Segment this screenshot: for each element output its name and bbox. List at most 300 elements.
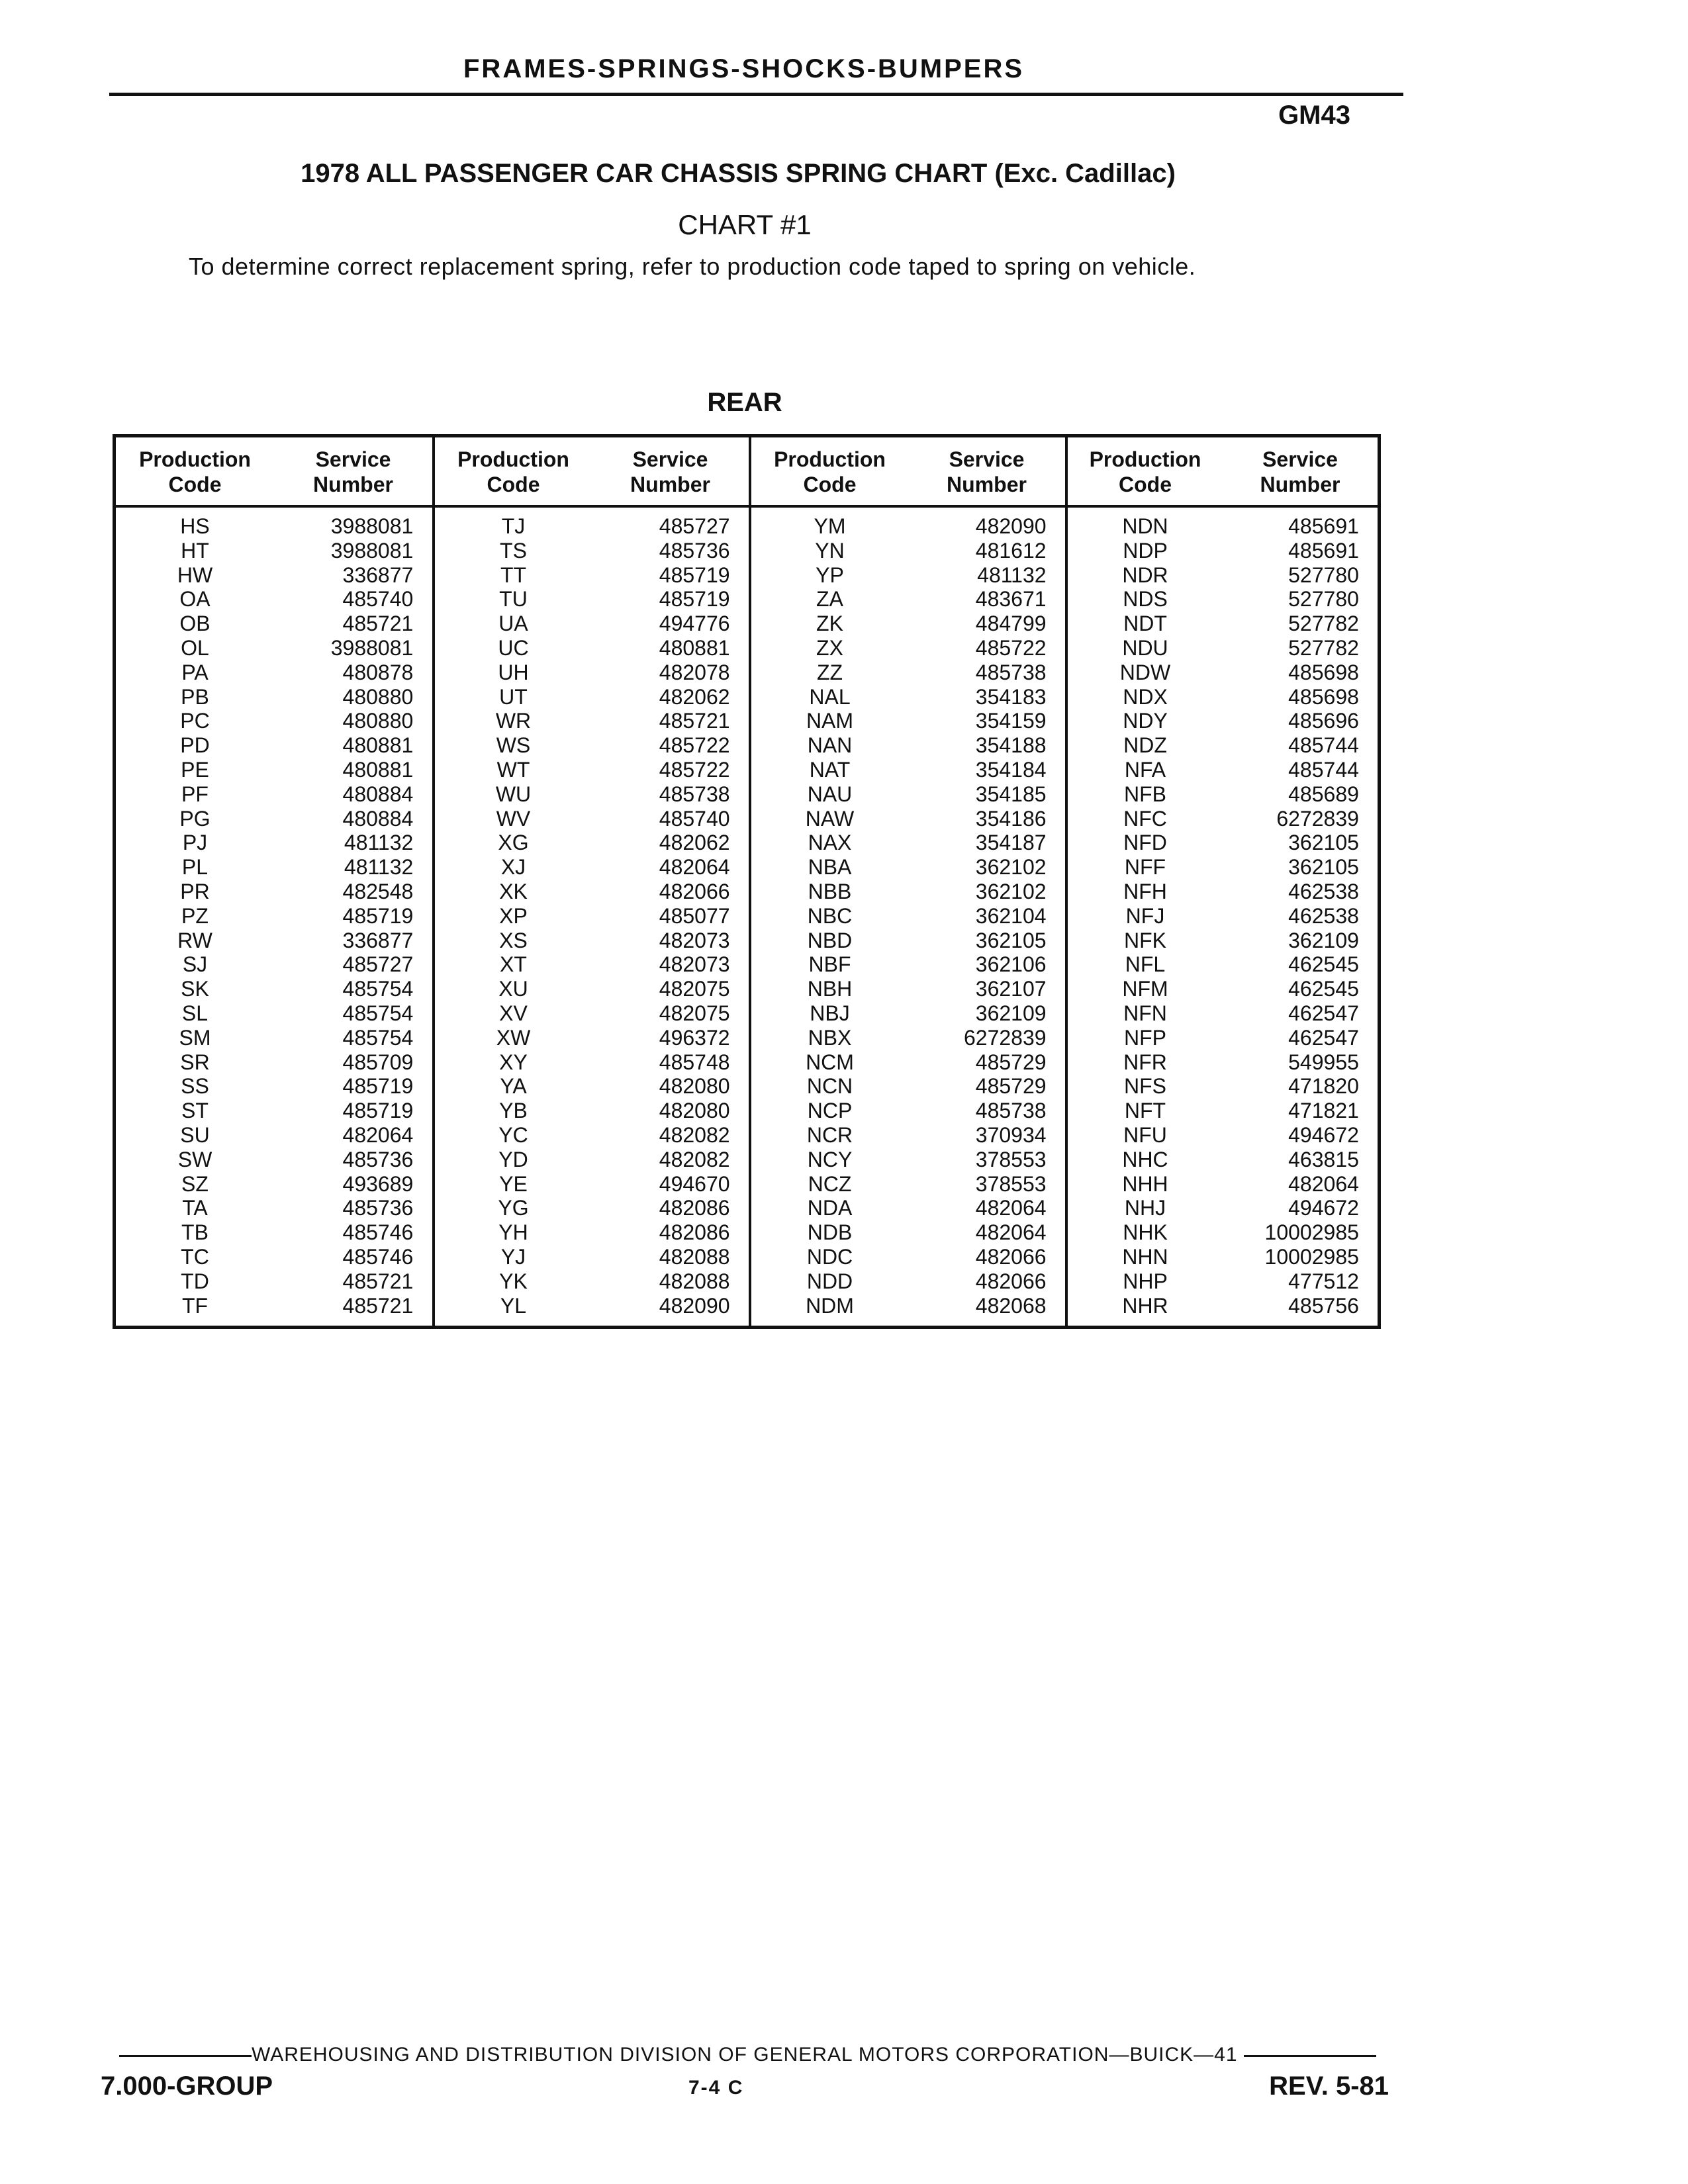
production-code-cell: NDD <box>806 1269 853 1293</box>
table-row <box>435 709 749 733</box>
table-row <box>435 1269 749 1294</box>
footer-page-ref: 7-4 C <box>688 2077 744 2099</box>
service-number-cell: 336877 <box>342 563 414 587</box>
footer-rule-left <box>119 2055 252 2057</box>
header-service-number: Service Number <box>1260 447 1340 496</box>
service-number-cell: 482075 <box>659 977 730 1001</box>
footer-rule-right <box>1244 2055 1376 2057</box>
table-row <box>1068 685 1378 709</box>
production-code-cell: XV <box>499 1001 528 1025</box>
table-row <box>1068 1026 1378 1050</box>
service-number-cell: 354188 <box>975 733 1047 758</box>
table-row <box>435 636 749 660</box>
production-code-cell: OL <box>181 635 209 660</box>
service-number-cell: 485729 <box>975 1050 1047 1074</box>
service-number-cell: 485754 <box>342 1001 414 1025</box>
table-row <box>751 733 1065 758</box>
production-code-cell: SU <box>180 1122 210 1147</box>
production-code-cell: NBA <box>808 855 852 880</box>
table-row <box>1068 807 1378 831</box>
table-row <box>1068 1220 1378 1245</box>
production-code-cell: NBJ <box>810 1001 850 1025</box>
table-row <box>116 831 432 855</box>
production-code-cell: PJ <box>182 831 208 855</box>
production-code-cell: NBC <box>807 903 853 928</box>
service-number-cell: 483671 <box>975 587 1047 612</box>
header-production-code: Production Code <box>1089 447 1201 496</box>
table-row <box>116 636 432 660</box>
service-number-cell: 362109 <box>975 1001 1047 1025</box>
production-code-cell: YB <box>499 1099 528 1123</box>
service-number-cell: 485722 <box>975 635 1047 660</box>
table-row <box>116 563 432 588</box>
table-row <box>116 855 432 880</box>
production-code-cell: PF <box>181 782 209 806</box>
service-number-cell: 485698 <box>1288 660 1359 684</box>
table-row <box>435 563 749 588</box>
service-number-cell: 485727 <box>342 952 414 977</box>
table-row <box>751 904 1065 929</box>
table-row <box>751 612 1065 636</box>
table-rows <box>435 514 749 1318</box>
service-number-cell: 482548 <box>342 879 414 903</box>
service-number-cell: 462538 <box>1288 903 1359 928</box>
table-row <box>1068 952 1378 977</box>
production-code-cell: YG <box>498 1196 529 1220</box>
table-row <box>435 977 749 1001</box>
table-row <box>116 1099 432 1123</box>
header-rule <box>109 93 1403 96</box>
table-row <box>1068 1269 1378 1294</box>
service-number-cell: 485746 <box>342 1220 414 1245</box>
production-code-cell: WU <box>495 782 532 806</box>
column-group-header <box>1068 437 1378 508</box>
table-row <box>116 1148 432 1172</box>
production-code-cell: ZK <box>816 612 843 636</box>
table-row <box>751 831 1065 855</box>
production-code-cell: NDC <box>806 1244 853 1269</box>
service-number-cell: 485719 <box>659 563 730 587</box>
table-row <box>1068 733 1378 758</box>
table-row <box>1068 1148 1378 1172</box>
table-row <box>116 1074 432 1099</box>
table-row <box>751 563 1065 588</box>
service-number-cell: 485729 <box>975 1074 1047 1099</box>
production-code-cell: YN <box>815 538 845 563</box>
production-code-cell: YP <box>816 563 844 587</box>
production-code-cell: TD <box>181 1269 209 1293</box>
service-number-cell: 477512 <box>1288 1269 1359 1293</box>
table-row <box>751 855 1065 880</box>
production-code-cell: UT <box>499 684 528 709</box>
production-code-cell: NDM <box>806 1293 854 1318</box>
page-code: GM43 <box>1278 101 1350 130</box>
table-rows <box>1068 514 1378 1318</box>
production-code-cell: HW <box>177 563 213 587</box>
service-number-cell: 485721 <box>659 709 730 733</box>
service-number-cell: 362109 <box>1288 928 1359 952</box>
production-code-cell: YJ <box>500 1244 526 1269</box>
production-code-cell: NFM <box>1122 977 1168 1001</box>
service-number-cell: 485698 <box>1288 684 1359 709</box>
production-code-cell: PC <box>180 709 210 733</box>
service-number-cell: 482064 <box>1288 1171 1359 1196</box>
production-code-cell: TU <box>499 587 528 612</box>
production-code-cell: NHP <box>1123 1269 1168 1293</box>
production-code-cell: NHR <box>1122 1293 1168 1318</box>
table-row <box>116 660 432 685</box>
service-number-cell: 482066 <box>975 1244 1047 1269</box>
table-row <box>1068 539 1378 563</box>
production-code-cell: NFP <box>1124 1025 1166 1050</box>
table-row <box>1068 782 1378 807</box>
table-row <box>1068 660 1378 685</box>
service-number-cell: 485748 <box>659 1050 730 1074</box>
production-code-cell: NDP <box>1123 538 1168 563</box>
table-row <box>116 1245 432 1269</box>
table-row <box>116 709 432 733</box>
service-number-cell: 485744 <box>1288 757 1359 782</box>
table-row <box>1068 1172 1378 1197</box>
table-row <box>116 807 432 831</box>
service-number-cell: 485722 <box>659 757 730 782</box>
table-row <box>435 1050 749 1075</box>
table-row <box>435 1123 749 1148</box>
service-number-cell: 336877 <box>342 928 414 952</box>
service-number-cell: 485738 <box>975 660 1047 684</box>
service-number-cell: 482064 <box>659 855 730 880</box>
production-code-cell: NDU <box>1122 635 1168 660</box>
footer-division-text: WAREHOUSING AND DISTRIBUTION DIVISION OF GENERAL MOTORS CORPORATION—BUICK—41 <box>252 2044 1238 2066</box>
service-number-cell: 481132 <box>344 831 414 855</box>
service-number-cell: 496372 <box>659 1025 730 1050</box>
production-code-cell: NHK <box>1123 1220 1168 1245</box>
table-row <box>751 1050 1065 1075</box>
production-code-cell: ZZ <box>816 660 843 684</box>
production-code-cell: NHC <box>1122 1147 1168 1171</box>
table-row <box>751 1196 1065 1220</box>
service-number-cell: 485719 <box>342 1074 414 1099</box>
column-group-3 <box>749 437 1065 1326</box>
production-code-cell: NBD <box>807 928 853 952</box>
table-row <box>751 1001 1065 1026</box>
table-row <box>435 952 749 977</box>
production-code-cell: NBX <box>808 1025 852 1050</box>
table-row <box>751 1172 1065 1197</box>
production-code-cell: NBF <box>808 952 851 977</box>
production-code-cell: HT <box>181 538 209 563</box>
service-number-cell: 354159 <box>975 709 1047 733</box>
table-row <box>435 587 749 612</box>
service-number-cell: 480884 <box>342 806 414 831</box>
production-code-cell: NDY <box>1123 709 1168 733</box>
service-number-cell: 485722 <box>659 733 730 758</box>
service-number-cell: 362104 <box>975 903 1047 928</box>
production-code-cell: NCY <box>807 1147 853 1171</box>
service-number-cell: 549955 <box>1288 1050 1359 1074</box>
table-row <box>751 758 1065 782</box>
service-number-cell: 482086 <box>659 1196 730 1220</box>
column-group-4 <box>1065 437 1378 1326</box>
table-row <box>751 539 1065 563</box>
service-number-cell: 6272839 <box>1276 806 1359 831</box>
table-row <box>116 1026 432 1050</box>
production-code-cell: NAM <box>806 709 854 733</box>
table-row <box>116 977 432 1001</box>
table-row <box>751 952 1065 977</box>
production-code-cell: SZ <box>181 1171 209 1196</box>
table-row <box>751 709 1065 733</box>
table-row <box>1068 587 1378 612</box>
service-number-cell: 485754 <box>342 1025 414 1050</box>
production-code-cell: NAN <box>807 733 853 758</box>
production-code-cell: TF <box>181 1293 209 1318</box>
service-number-cell: 485756 <box>1288 1293 1359 1318</box>
service-number-cell: 480881 <box>342 733 414 758</box>
production-code-cell: NFS <box>1124 1074 1166 1099</box>
production-code-cell: YM <box>814 514 846 538</box>
table-row <box>751 807 1065 831</box>
table-row <box>751 514 1065 539</box>
service-number-cell: 482064 <box>975 1220 1047 1245</box>
production-code-cell: YC <box>498 1122 528 1147</box>
table-row <box>435 1220 749 1245</box>
column-group-header <box>116 437 432 508</box>
footer-division-line <box>119 2044 1376 2066</box>
table-row <box>1068 709 1378 733</box>
table-row <box>751 1269 1065 1294</box>
service-number-cell: 354186 <box>975 806 1047 831</box>
service-number-cell: 362102 <box>975 855 1047 880</box>
service-number-cell: 482064 <box>975 1196 1047 1220</box>
production-code-cell: NCR <box>806 1122 853 1147</box>
header-service-number: Service Number <box>313 447 393 496</box>
service-number-cell: 482088 <box>659 1269 730 1293</box>
production-code-cell: YL <box>500 1293 527 1318</box>
production-code-cell: NBH <box>807 977 853 1001</box>
table-row <box>435 929 749 953</box>
service-number-cell: 480880 <box>342 684 414 709</box>
service-number-cell: 482062 <box>659 684 730 709</box>
service-number-cell: 485738 <box>659 782 730 806</box>
service-number-cell: 485709 <box>342 1050 414 1074</box>
service-number-cell: 485754 <box>342 977 414 1001</box>
production-code-cell: TA <box>182 1196 208 1220</box>
production-code-cell: XW <box>496 1025 531 1050</box>
production-code-cell: NFC <box>1123 806 1167 831</box>
table-row <box>435 782 749 807</box>
production-code-cell: NCM <box>806 1050 854 1074</box>
production-code-cell: OA <box>179 587 211 612</box>
table-row <box>751 1245 1065 1269</box>
service-number-cell: 485721 <box>342 1293 414 1318</box>
production-code-cell: WR <box>495 709 532 733</box>
service-number-cell: 485721 <box>342 612 414 636</box>
table-row <box>435 1245 749 1269</box>
service-number-cell: 485736 <box>342 1147 414 1171</box>
service-number-cell: 485719 <box>342 1099 414 1123</box>
table-row <box>435 733 749 758</box>
table-row <box>1068 758 1378 782</box>
service-number-cell: 482075 <box>659 1001 730 1025</box>
production-code-cell: PZ <box>181 903 209 928</box>
service-number-cell: 527782 <box>1288 635 1359 660</box>
service-number-cell: 354184 <box>975 757 1047 782</box>
table-row <box>751 880 1065 904</box>
table-row <box>435 539 749 563</box>
service-number-cell: 485719 <box>659 587 730 612</box>
table-row <box>751 636 1065 660</box>
table-row <box>435 660 749 685</box>
production-code-cell: NFD <box>1123 831 1167 855</box>
production-code-cell: HS <box>180 514 210 538</box>
service-number-cell: 482078 <box>659 660 730 684</box>
production-code-cell: YK <box>499 1269 528 1293</box>
production-code-cell: YA <box>500 1074 527 1099</box>
service-number-cell: 378553 <box>975 1171 1047 1196</box>
header-production-code: Production Code <box>774 447 886 496</box>
service-number-cell: 462545 <box>1288 977 1359 1001</box>
service-number-cell: 527780 <box>1288 587 1359 612</box>
service-number-cell: 482073 <box>659 952 730 977</box>
production-code-cell: PB <box>181 684 209 709</box>
service-number-cell: 485740 <box>659 806 730 831</box>
service-number-cell: 527782 <box>1288 612 1359 636</box>
service-number-cell: 485746 <box>342 1244 414 1269</box>
production-code-cell: TS <box>500 538 527 563</box>
table-row <box>751 1294 1065 1318</box>
production-code-cell: NFA <box>1124 757 1166 782</box>
table-row <box>1068 855 1378 880</box>
service-number-cell: 482082 <box>659 1147 730 1171</box>
production-code-cell: ZX <box>816 635 843 660</box>
production-code-cell: ST <box>181 1099 209 1123</box>
table-row <box>1068 904 1378 929</box>
service-number-cell: 485077 <box>659 903 730 928</box>
service-number-cell: 485727 <box>659 514 730 538</box>
production-code-cell: PA <box>181 660 209 684</box>
production-code-cell: NDA <box>807 1196 853 1220</box>
service-number-cell: 378553 <box>975 1147 1047 1171</box>
service-number-cell: 482088 <box>659 1244 730 1269</box>
table-row <box>116 612 432 636</box>
production-code-cell: NHH <box>1122 1171 1168 1196</box>
production-code-cell: NFB <box>1124 782 1166 806</box>
production-code-cell: NFU <box>1123 1122 1167 1147</box>
table-row <box>1068 880 1378 904</box>
header-service-number: Service Number <box>630 447 710 496</box>
production-code-cell: SK <box>181 977 209 1001</box>
service-number-cell: 3988081 <box>330 514 414 538</box>
service-number-cell: 481132 <box>344 855 414 880</box>
production-code-cell: NDS <box>1123 587 1168 612</box>
service-number-cell: 527780 <box>1288 563 1359 587</box>
production-code-cell: TJ <box>501 514 526 538</box>
table-row <box>435 1026 749 1050</box>
table-row <box>751 782 1065 807</box>
table-row <box>116 1001 432 1026</box>
service-number-cell: 494776 <box>659 612 730 636</box>
table-row <box>751 1220 1065 1245</box>
service-number-cell: 485744 <box>1288 733 1359 758</box>
header-service-number: Service Number <box>947 447 1027 496</box>
table-row <box>1068 514 1378 539</box>
production-code-cell: XK <box>499 879 528 903</box>
production-code-cell: NDR <box>1122 563 1168 587</box>
production-code-cell: NDW <box>1119 660 1171 684</box>
table-row <box>1068 1001 1378 1026</box>
production-code-cell: XU <box>498 977 528 1001</box>
table-row <box>1068 929 1378 953</box>
service-number-cell: 10002985 <box>1264 1244 1359 1269</box>
production-code-cell: NDN <box>1122 514 1168 538</box>
service-number-cell: 3988081 <box>330 635 414 660</box>
service-number-cell: 362105 <box>1288 831 1359 855</box>
production-code-cell: NFT <box>1124 1099 1166 1123</box>
service-number-cell: 463815 <box>1288 1147 1359 1171</box>
production-code-cell: PL <box>181 855 209 880</box>
section-title: FRAMES-SPRINGS-SHOCKS-BUMPERS <box>463 54 1025 83</box>
table-row <box>1068 636 1378 660</box>
table-row <box>435 1001 749 1026</box>
table-row <box>1068 612 1378 636</box>
service-number-cell: 362105 <box>1288 855 1359 880</box>
service-number-cell: 485736 <box>342 1196 414 1220</box>
production-code-cell: NCZ <box>808 1171 852 1196</box>
production-code-cell: SM <box>179 1025 211 1050</box>
service-number-cell: 482080 <box>659 1074 730 1099</box>
table-row <box>116 514 432 539</box>
production-code-cell: NBB <box>808 879 852 903</box>
page-title: 1978 ALL PASSENGER CAR CHASSIS SPRING CHART (Exc. Cadillac) <box>301 159 1176 188</box>
service-number-cell: 462545 <box>1288 952 1359 977</box>
table-row <box>751 685 1065 709</box>
table-row <box>116 929 432 953</box>
production-code-cell: WT <box>496 757 530 782</box>
service-number-cell: 494672 <box>1288 1196 1359 1220</box>
service-number-cell: 481132 <box>977 563 1047 587</box>
table-row <box>751 587 1065 612</box>
production-code-cell: NAU <box>807 782 853 806</box>
service-number-cell: 462547 <box>1288 1025 1359 1050</box>
service-number-cell: 471820 <box>1288 1074 1359 1099</box>
production-code-cell: WV <box>496 806 531 831</box>
table-row <box>435 807 749 831</box>
service-number-cell: 485696 <box>1288 709 1359 733</box>
service-number-cell: 485689 <box>1288 782 1359 806</box>
table-row <box>435 1196 749 1220</box>
table-row <box>435 1172 749 1197</box>
production-code-cell: TT <box>500 563 527 587</box>
service-number-cell: 480884 <box>342 782 414 806</box>
production-code-cell: NDZ <box>1123 733 1167 758</box>
production-code-cell: NAW <box>805 806 855 831</box>
table-row <box>435 1074 749 1099</box>
table-row <box>116 1294 432 1318</box>
production-code-cell: WS <box>496 733 531 758</box>
table-row <box>751 1026 1065 1050</box>
production-code-cell: NDB <box>807 1220 853 1245</box>
table-row <box>751 929 1065 953</box>
production-code-cell: YH <box>498 1220 528 1245</box>
service-number-cell: 354185 <box>975 782 1047 806</box>
service-number-cell: 494672 <box>1288 1122 1359 1147</box>
table-row <box>435 1148 749 1172</box>
production-code-cell: XT <box>500 952 527 977</box>
table-row <box>751 1074 1065 1099</box>
service-number-cell: 481612 <box>975 538 1047 563</box>
service-number-cell: 485736 <box>659 538 730 563</box>
